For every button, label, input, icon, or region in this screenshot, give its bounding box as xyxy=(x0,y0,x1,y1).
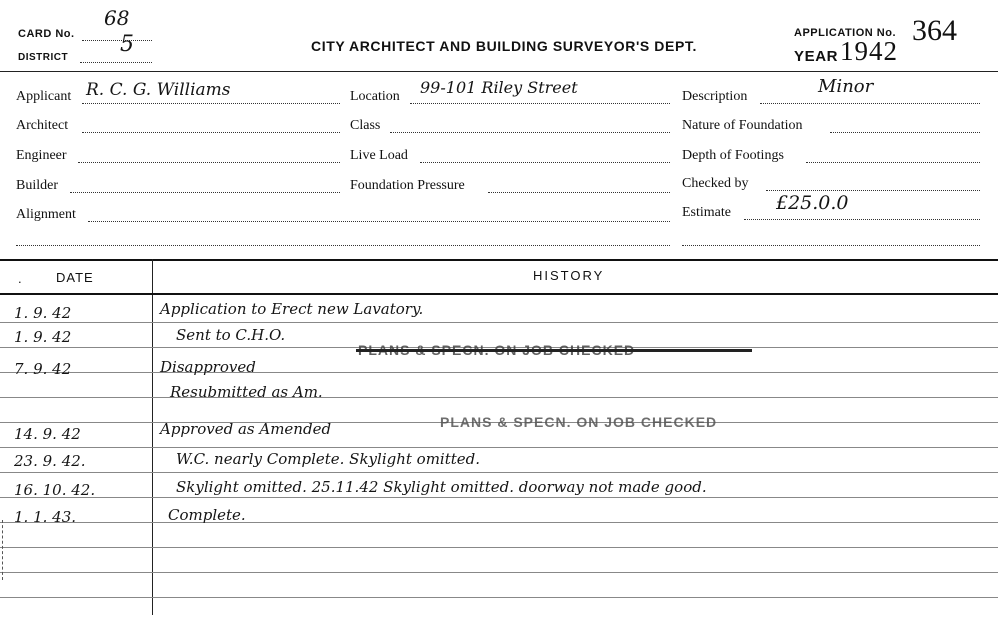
location-label: Location xyxy=(350,89,400,104)
estimate-line xyxy=(744,219,980,220)
history-date: 1. 9. 42 xyxy=(14,328,72,346)
application-no-value: 364 xyxy=(912,14,957,47)
engineer-label: Engineer xyxy=(16,148,67,163)
engineer-line xyxy=(78,162,340,163)
margin-mark xyxy=(2,520,3,580)
description-value: Minor xyxy=(818,76,874,97)
estimate-value: £25.0.0 xyxy=(776,192,849,214)
depth-of-footings-line xyxy=(806,162,980,163)
architect-label: Architect xyxy=(16,118,69,133)
nature-of-foundation-line xyxy=(830,132,980,133)
applicant-value: R. C. G. Williams xyxy=(86,80,231,100)
history-header: HISTORY xyxy=(533,268,605,283)
history-entry: Skylight omitted. 25.11.42 Skylight omitted. doorway not made good. xyxy=(176,478,707,496)
history-rule xyxy=(0,372,998,373)
estimate-label: Estimate xyxy=(682,205,731,220)
live-load-label: Live Load xyxy=(350,148,408,163)
history-entry: Disapproved xyxy=(160,358,256,376)
applicant-label: Applicant xyxy=(16,89,72,104)
depth-of-footings-label: Depth of Footings xyxy=(682,148,784,163)
history-date: 16. 10. 42. xyxy=(14,481,96,499)
history-top-rule xyxy=(0,259,998,261)
stamp-struck: PLANS & SPECN. ON JOB CHECKED xyxy=(358,342,636,358)
year-value: 1942 xyxy=(840,36,898,66)
date-header: DATE xyxy=(56,270,94,285)
foundation-pressure-line xyxy=(488,192,670,193)
header-rule xyxy=(0,71,998,72)
date-header-bullet: . xyxy=(18,271,22,286)
history-header-rule xyxy=(0,293,998,295)
history-date: 23. 9. 42. xyxy=(14,452,86,470)
history-rule xyxy=(0,322,998,323)
live-load-line xyxy=(420,162,670,163)
applicant-line xyxy=(82,103,340,104)
strike-through xyxy=(356,349,752,352)
history-entry: Complete. xyxy=(168,506,246,524)
class-line xyxy=(390,132,670,133)
history-rule xyxy=(0,547,998,548)
history-entry: Application to Erect new Lavatory. xyxy=(160,300,424,318)
application-no-label: APPLICATION No. xyxy=(794,27,897,39)
architect-line xyxy=(82,132,340,133)
builder-line xyxy=(70,192,340,193)
card-no-label: CARD No. xyxy=(18,28,75,40)
history-entry: Resubmitted as Am. xyxy=(170,383,323,401)
stamp-plans-checked: PLANS & SPECN. ON JOB CHECKED xyxy=(440,414,718,430)
alignment-label: Alignment xyxy=(16,207,76,222)
builder-label: Builder xyxy=(16,178,58,193)
district-line xyxy=(80,62,152,63)
location-value: 99-101 Riley Street xyxy=(420,78,578,97)
estimate-line-2 xyxy=(682,245,980,246)
history-date: 7. 9. 42 xyxy=(14,360,72,378)
description-label: Description xyxy=(682,89,748,104)
history-date: 1. 1. 43. xyxy=(14,508,77,526)
year-label: YEAR xyxy=(794,48,839,65)
history-rule xyxy=(0,397,998,398)
history-rule xyxy=(0,522,998,523)
checked-by-label: Checked by xyxy=(682,176,749,191)
date-column-divider xyxy=(152,259,153,615)
card-no-line xyxy=(82,40,152,41)
history-rule xyxy=(0,497,998,498)
location-line xyxy=(410,103,670,104)
history-date: 1. 9. 42 xyxy=(14,304,72,322)
history-rule xyxy=(0,472,998,473)
class-label: Class xyxy=(350,118,381,133)
history-rule xyxy=(0,597,998,598)
alignment-line-2 xyxy=(16,245,670,246)
nature-of-foundation-label: Nature of Foundation xyxy=(682,118,803,133)
district-value: 5 xyxy=(120,32,134,57)
history-rule xyxy=(0,447,998,448)
history-date: 14. 9. 42 xyxy=(14,425,81,443)
alignment-line xyxy=(88,221,670,222)
checked-by-line xyxy=(766,190,980,191)
history-entry: Sent to C.H.O. xyxy=(176,326,286,344)
history-rule xyxy=(0,572,998,573)
history-entry: Approved as Amended xyxy=(160,420,332,438)
district-label: DISTRICT xyxy=(18,52,69,63)
history-entry: W.C. nearly Complete. Skylight omitted. xyxy=(176,450,481,468)
dept-title: CITY ARCHITECT AND BUILDING SURVEYOR'S DEPT. xyxy=(311,38,697,54)
card-no-value: 68 xyxy=(104,6,130,30)
description-line xyxy=(760,103,980,104)
foundation-pressure-label: Foundation Pressure xyxy=(350,178,465,193)
